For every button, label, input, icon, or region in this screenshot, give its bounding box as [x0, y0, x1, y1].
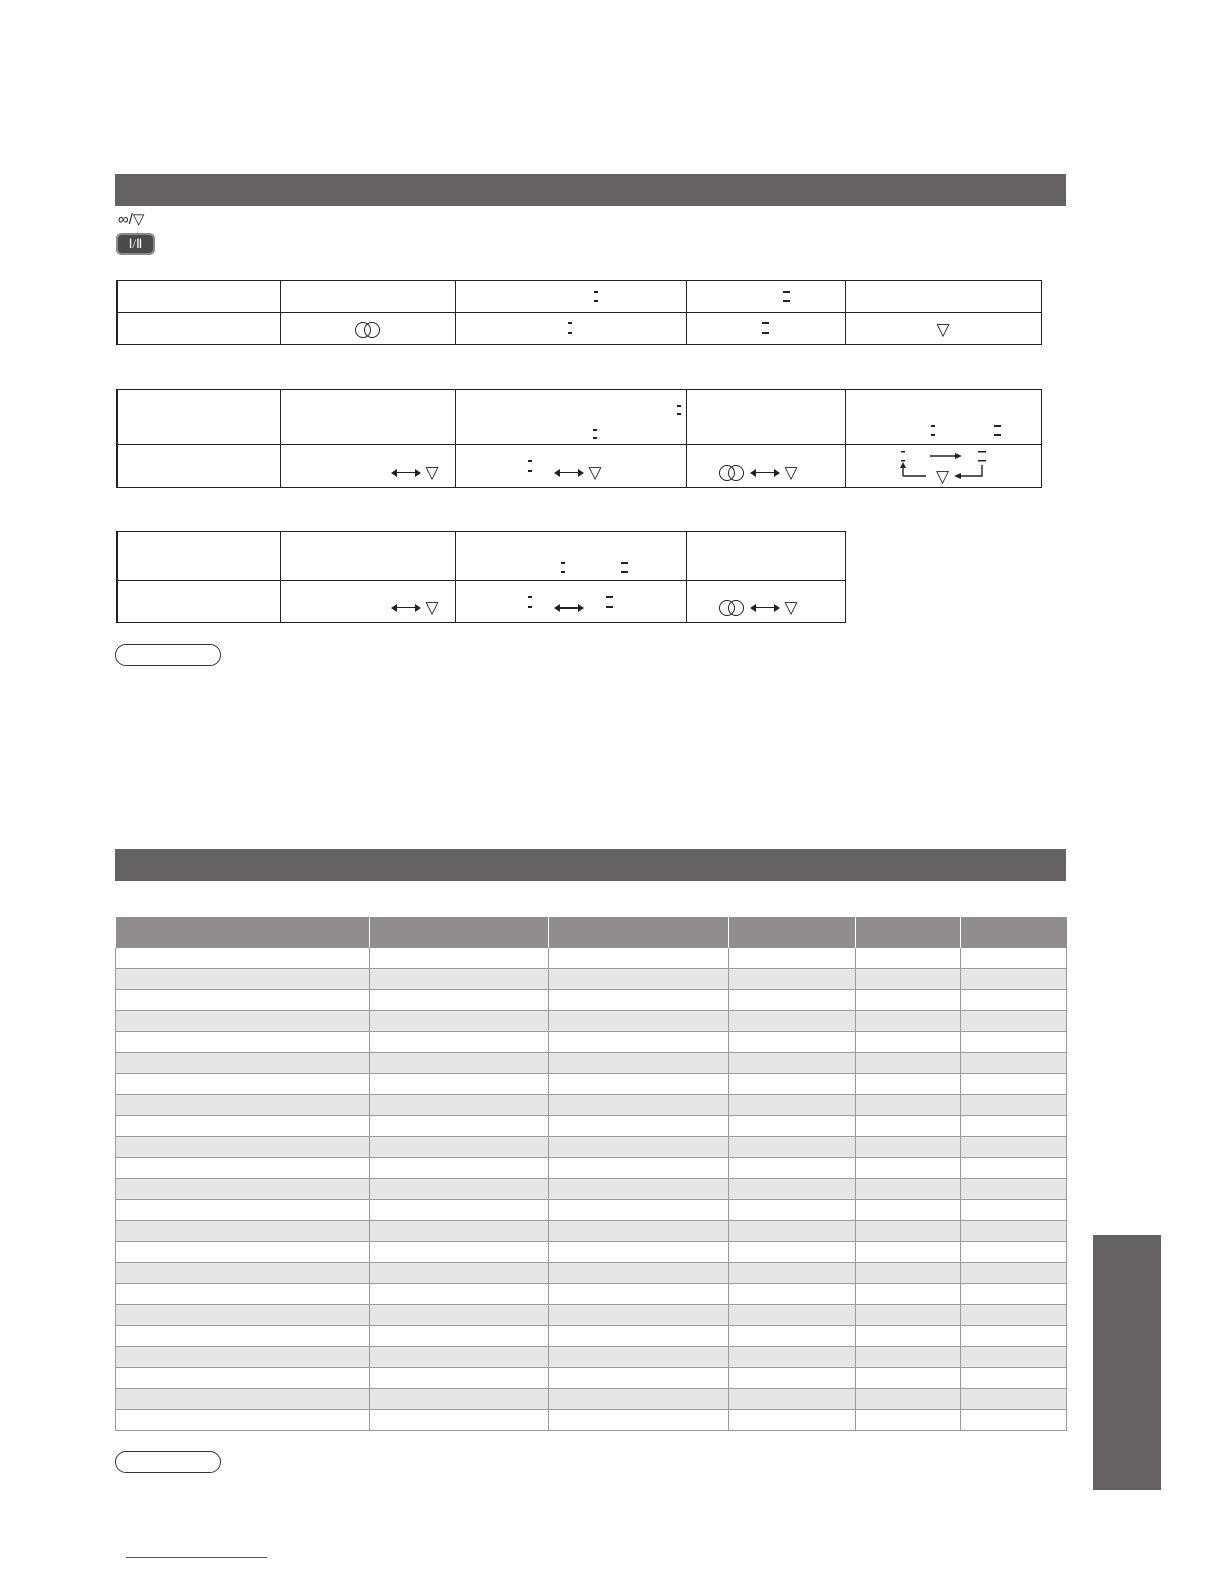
table-cell: [729, 1368, 856, 1389]
dual-sound-button-icon: Ⅰ/Ⅱ: [116, 233, 155, 255]
table-cell: [729, 1263, 856, 1284]
footer-link-line: [126, 1557, 267, 1558]
table-cell: [856, 1221, 961, 1242]
table-cell: [856, 948, 961, 969]
table-cell: [116, 1053, 370, 1074]
table-cell: [549, 1305, 729, 1326]
table-cell: [549, 1410, 729, 1431]
table-cell: [856, 1074, 961, 1095]
table-cell: [961, 1179, 1067, 1200]
table-cell: [845, 445, 1041, 488]
table-cell: [455, 532, 686, 581]
column-header: [549, 917, 729, 948]
table-cell: [549, 1137, 729, 1158]
table-cell: [729, 1389, 856, 1410]
table-cell: [686, 390, 845, 445]
table-cell: [280, 532, 455, 581]
table-cell: [117, 313, 280, 345]
table-row: [116, 948, 1067, 969]
table-cell: [549, 1074, 729, 1095]
table-row: [116, 990, 1067, 1011]
toggle-arrow-icon: [391, 469, 421, 477]
table-cell: [729, 1053, 856, 1074]
table-row: [116, 1347, 1067, 1368]
table-row: [116, 1116, 1067, 1137]
table-cell: [116, 1326, 370, 1347]
column-header: [729, 917, 856, 948]
table-cell: [116, 1347, 370, 1368]
table-cell: [961, 1053, 1067, 1074]
table-cell: [549, 1221, 729, 1242]
table-cell: [370, 1242, 549, 1263]
table-cell: [280, 313, 455, 345]
table-cell: [549, 1263, 729, 1284]
note-badge: [115, 644, 221, 666]
table-cell: [856, 1011, 961, 1032]
table-cell: [455, 581, 686, 623]
table-cell: [370, 1032, 549, 1053]
table-cell: [117, 581, 280, 623]
table-cell: [116, 1305, 370, 1326]
toggle-arrow-icon: [391, 604, 421, 612]
table-cell: [549, 990, 729, 1011]
table-cell: [729, 948, 856, 969]
table-cell: [961, 1158, 1067, 1179]
table-row: [116, 1389, 1067, 1410]
table-row: [116, 1158, 1067, 1179]
table-cell: [116, 1137, 370, 1158]
table-cell: [686, 581, 845, 623]
table-cell: [370, 1116, 549, 1137]
table-cell: [370, 1347, 549, 1368]
table-row: [116, 969, 1067, 990]
table-cell: [729, 1305, 856, 1326]
table-cell: [961, 1389, 1067, 1410]
table-row: [116, 1326, 1067, 1347]
table-cell: [116, 1221, 370, 1242]
table-cell: [856, 1347, 961, 1368]
table-cell: [856, 1053, 961, 1074]
table-cell: [370, 1200, 549, 1221]
table-row: [116, 1095, 1067, 1116]
table-row: [116, 1032, 1067, 1053]
table-cell: [370, 1137, 549, 1158]
table-cell: [116, 1200, 370, 1221]
table-cell: [370, 948, 549, 969]
table-cell: [370, 1011, 549, 1032]
table-cell: [549, 1011, 729, 1032]
table-cell: [961, 1200, 1067, 1221]
table-cell: [549, 1242, 729, 1263]
toggle-arrow-icon: [750, 604, 780, 612]
table-cell: [729, 1200, 856, 1221]
table-cell: [686, 445, 845, 488]
table-row: [116, 1179, 1067, 1200]
sound-mode-table-2: [116, 389, 1042, 488]
column-header: [856, 917, 961, 948]
table-cell: [116, 1284, 370, 1305]
table-cell: [116, 1032, 370, 1053]
table-cell: [370, 1179, 549, 1200]
table-cell: [116, 1074, 370, 1095]
toggle-arrow-icon: [554, 604, 584, 612]
table-cell: [116, 990, 370, 1011]
column-header: [116, 917, 370, 948]
table-cell: [116, 969, 370, 990]
table-cell: [549, 1032, 729, 1053]
table-cell: [961, 1095, 1067, 1116]
table-cell: [856, 1263, 961, 1284]
table-cell: [856, 1158, 961, 1179]
table-cell: [729, 1116, 856, 1137]
table-cell: [370, 1305, 549, 1326]
table-cell: [856, 1326, 961, 1347]
mono-triangle-icon: ▽: [425, 463, 439, 482]
table-cell: [370, 1074, 549, 1095]
table-cell: [729, 1074, 856, 1095]
column-header: [961, 917, 1067, 948]
table-cell: [729, 1095, 856, 1116]
mono-triangle-icon: ▽: [425, 598, 439, 617]
table-cell: [370, 990, 549, 1011]
mono-triangle-icon: ▽: [588, 463, 602, 482]
table-cell: [116, 1368, 370, 1389]
table-cell: [549, 1347, 729, 1368]
note-badge: [115, 1451, 221, 1473]
table-cell: [686, 532, 845, 581]
table-cell: [686, 281, 845, 313]
table-cell: [961, 990, 1067, 1011]
table-cell: [116, 1095, 370, 1116]
table-cell: [845, 390, 1041, 445]
section-header-bar: [115, 174, 1066, 206]
table-cell: [961, 1074, 1067, 1095]
table-cell: [117, 281, 280, 313]
table-cell: [280, 581, 455, 623]
table-cell: [856, 1368, 961, 1389]
table-cell: [280, 445, 455, 488]
table-cell: [729, 1011, 856, 1032]
table-cell: [370, 1095, 549, 1116]
table-cell: [856, 1116, 961, 1137]
table-cell: [549, 1179, 729, 1200]
table-row: [116, 1221, 1067, 1242]
table-cell: [856, 1242, 961, 1263]
table-cell: [117, 445, 280, 488]
table-cell: [856, 1284, 961, 1305]
table-cell: [961, 1305, 1067, 1326]
table-cell: [370, 969, 549, 990]
table-cell: [961, 1347, 1067, 1368]
table-cell: [856, 1305, 961, 1326]
table-cell: [856, 1179, 961, 1200]
table-cell: [370, 1263, 549, 1284]
toggle-arrow-icon: [750, 469, 780, 477]
table-cell: [455, 313, 686, 345]
table-cell: [961, 1326, 1067, 1347]
table-cell: [845, 313, 1041, 345]
table-cell: [856, 1137, 961, 1158]
section-side-tab: [1093, 1235, 1161, 1490]
table-cell: [116, 1116, 370, 1137]
table-body: [116, 948, 1067, 1431]
table-cell: [729, 990, 856, 1011]
stereo-icon: [719, 600, 745, 616]
table-cell: [116, 1389, 370, 1410]
sound-mode-table-1: [116, 280, 1042, 345]
table-cell: [961, 1263, 1067, 1284]
table-cell: [729, 1137, 856, 1158]
table-cell: [856, 990, 961, 1011]
table-cell: [961, 1284, 1067, 1305]
table-cell: [961, 969, 1067, 990]
table-row: [116, 1053, 1067, 1074]
table-row: [116, 1410, 1067, 1431]
table-row: [116, 1368, 1067, 1389]
toggle-arrow-icon: [554, 469, 584, 477]
sound-mode-table-3: [116, 531, 846, 623]
table-cell: [961, 1410, 1067, 1431]
table-cell: [729, 1284, 856, 1305]
table-cell: [961, 948, 1067, 969]
table-cell: [549, 1326, 729, 1347]
table-row: [116, 1263, 1067, 1284]
table-cell: [117, 390, 280, 445]
table-cell: [549, 969, 729, 990]
column-header: [370, 917, 549, 948]
table-cell: [455, 281, 686, 313]
table-cell: [729, 1242, 856, 1263]
table-cell: [961, 1368, 1067, 1389]
table-cell: [455, 445, 686, 488]
table-row: [116, 1305, 1067, 1326]
table-cell: [729, 1158, 856, 1179]
table-cell: [549, 1284, 729, 1305]
table-cell: [116, 1011, 370, 1032]
table-cell: [961, 1032, 1067, 1053]
cycle-diagram-icon: [846, 445, 1042, 488]
mono-triangle-icon: ▽: [784, 598, 798, 617]
table-row: [116, 1284, 1067, 1305]
table-cell: [370, 1053, 549, 1074]
table-cell: [856, 1200, 961, 1221]
stereo-icon: [719, 465, 745, 481]
table-cell: [856, 969, 961, 990]
table-cell: [370, 1158, 549, 1179]
table-cell: [729, 1221, 856, 1242]
table-row: [116, 1242, 1067, 1263]
table-cell: [549, 948, 729, 969]
stereo-icon: [355, 322, 381, 338]
table-cell: [729, 1410, 856, 1431]
table-cell: [280, 281, 455, 313]
svg-text:▽: ▽: [935, 467, 949, 487]
table-cell: [370, 1221, 549, 1242]
table-cell: [856, 1410, 961, 1431]
table-cell: [116, 1179, 370, 1200]
table-cell: [370, 1284, 549, 1305]
channel-table: [115, 917, 1067, 1431]
table-cell: [370, 1326, 549, 1347]
table-cell: [961, 1242, 1067, 1263]
table-cell: [116, 1263, 370, 1284]
table-cell: [549, 1158, 729, 1179]
table-cell: [856, 1032, 961, 1053]
table-cell: [961, 1137, 1067, 1158]
table-cell: [729, 1326, 856, 1347]
table-cell: [961, 1221, 1067, 1242]
table-cell: [116, 1158, 370, 1179]
table-cell: [370, 1389, 549, 1410]
mono-triangle-icon: ▽: [936, 320, 950, 339]
table-cell: [856, 1095, 961, 1116]
table-cell: [370, 1410, 549, 1431]
table-cell: [549, 1368, 729, 1389]
table-cell: [370, 1368, 549, 1389]
table-cell: [549, 1389, 729, 1410]
table-cell: [549, 1053, 729, 1074]
table-cell: [117, 532, 280, 581]
table-cell: [856, 1389, 961, 1410]
table-cell: [280, 390, 455, 445]
table-cell: [729, 1347, 856, 1368]
table-row: [116, 1137, 1067, 1158]
mono-triangle-icon: ▽: [784, 463, 798, 482]
stereo-mono-icon: ∞/▽: [118, 211, 145, 228]
table-cell: [961, 1116, 1067, 1137]
table-cell: [845, 281, 1041, 313]
section-header-bar: [115, 849, 1066, 881]
table-cell: [729, 969, 856, 990]
table-cell: [116, 948, 370, 969]
table-cell: [116, 1242, 370, 1263]
table-row: [116, 1011, 1067, 1032]
table-cell: [686, 313, 845, 345]
table-row: [116, 1074, 1067, 1095]
table-cell: [549, 1116, 729, 1137]
table-cell: [729, 1179, 856, 1200]
table-cell: [549, 1095, 729, 1116]
table-cell: [961, 1011, 1067, 1032]
table-row: [116, 1200, 1067, 1221]
table-cell: [455, 390, 686, 445]
table-cell: [116, 1410, 370, 1431]
table-cell: [549, 1200, 729, 1221]
table-cell: [729, 1032, 856, 1053]
